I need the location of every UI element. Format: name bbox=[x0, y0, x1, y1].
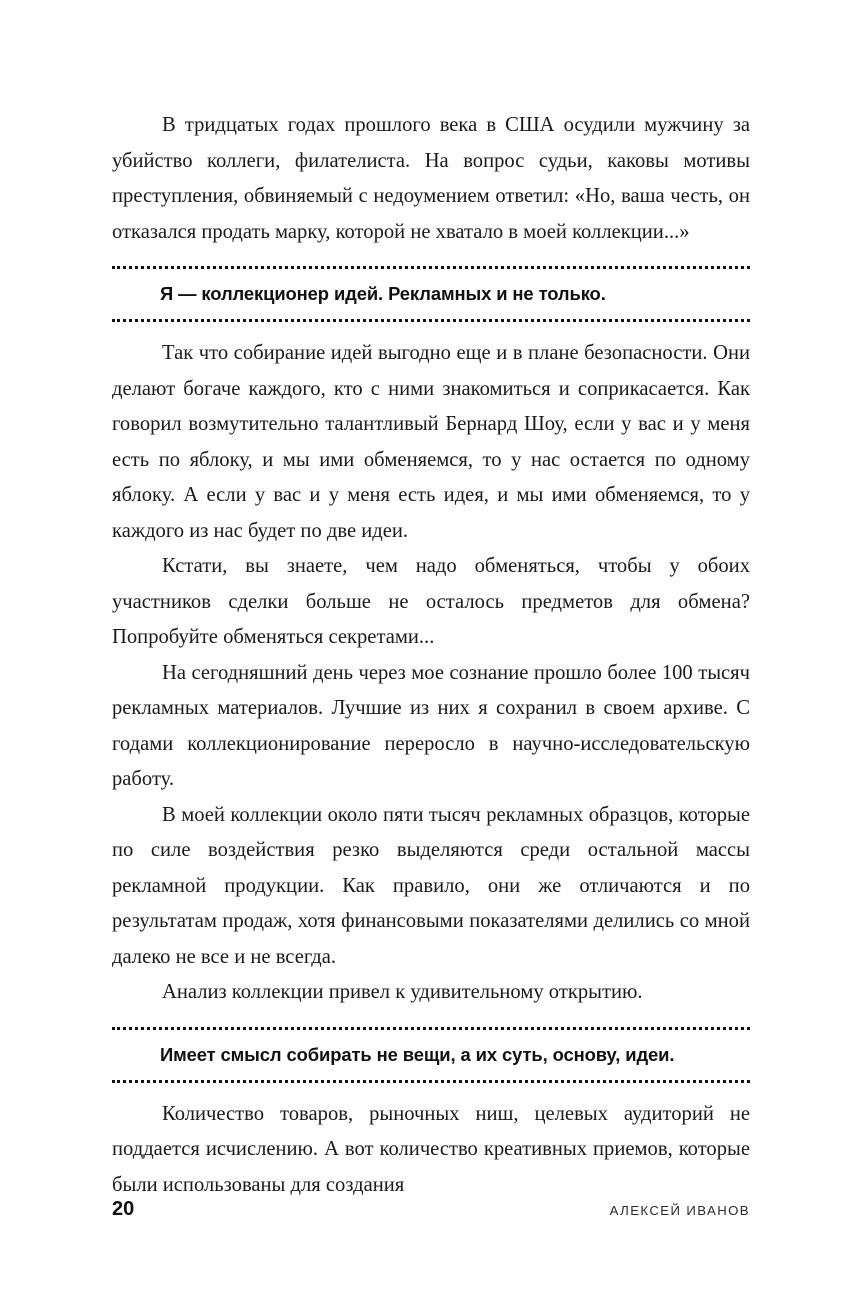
paragraph-5: В моей коллекции около пяти тысяч рекламных образцов, которые по силе воздействия резко выделяются среди остальной массы рекламной продукции. Как правило, они же отличаются и по результатам продаж, хотя финансовыми показателями делились со мной далеко не все и не всегда. bbox=[112, 803, 750, 968]
paragraph-4: На сегодняшний день через мое сознание прошло более 100 тысяч рекламных материалов. Лучшие из них я сохранил в своем архиве. С годами коллекционирование переросло в научно-исследовательскую работу. bbox=[112, 661, 750, 790]
page-footer bbox=[112, 1198, 750, 1221]
page-number: 20 bbox=[112, 1198, 135, 1220]
paragraph-2: Так что собирание идей выгодно еще и в плане безопасности. Они делают богаче каждого, кто с ними знакомиться и соприкасается. Как говорил возмутительно талантливый Бернард Шоу, если у вас и у меня есть по яблоку, и мы ими обменяемся, то у нас остается по одному яблоку. А если у вас и у меня есть идея, и мы ими обменяемся, то у каждого из нас будет по две идеи. bbox=[112, 342, 750, 542]
page-content bbox=[112, 108, 750, 1203]
callout-text-1: Я — коллекционер идей. Рекламных и не только. bbox=[160, 283, 606, 304]
paragraph-6: Анализ коллекции привел к удивительному открытию. bbox=[162, 981, 643, 1003]
paragraph-3: Кстати, вы знаете, чем надо обменяться, чтобы у обоих участников сделки больше не осталось предметов для обмена? Попробуйте обменяться секретами... bbox=[112, 555, 750, 648]
paragraph-7: Количество товаров, рыночных ниш, целевых аудиторий не поддается исчислению. А вот количество креативных приемов, которые были использованы для создания bbox=[112, 1102, 750, 1196]
running-head-author: АЛЕКСЕЙ ИВАНОВ bbox=[609, 1203, 750, 1218]
callout-box-2 bbox=[112, 1027, 750, 1083]
callout-box-1 bbox=[112, 266, 750, 322]
callout-text-2: Имеет смысл собирать не вещи, а их суть, основу, идеи. bbox=[160, 1043, 675, 1065]
paragraph-1: В тридцатых годах прошлого века в США осудили мужчину за убийство коллеги, филателиста. На вопрос судьи, каковы мотивы преступления, обвиняемый с недоумением ответил: «Но, ваша честь, он отказался продать марку, которой не хватало в моей коллекции...» bbox=[112, 114, 750, 243]
